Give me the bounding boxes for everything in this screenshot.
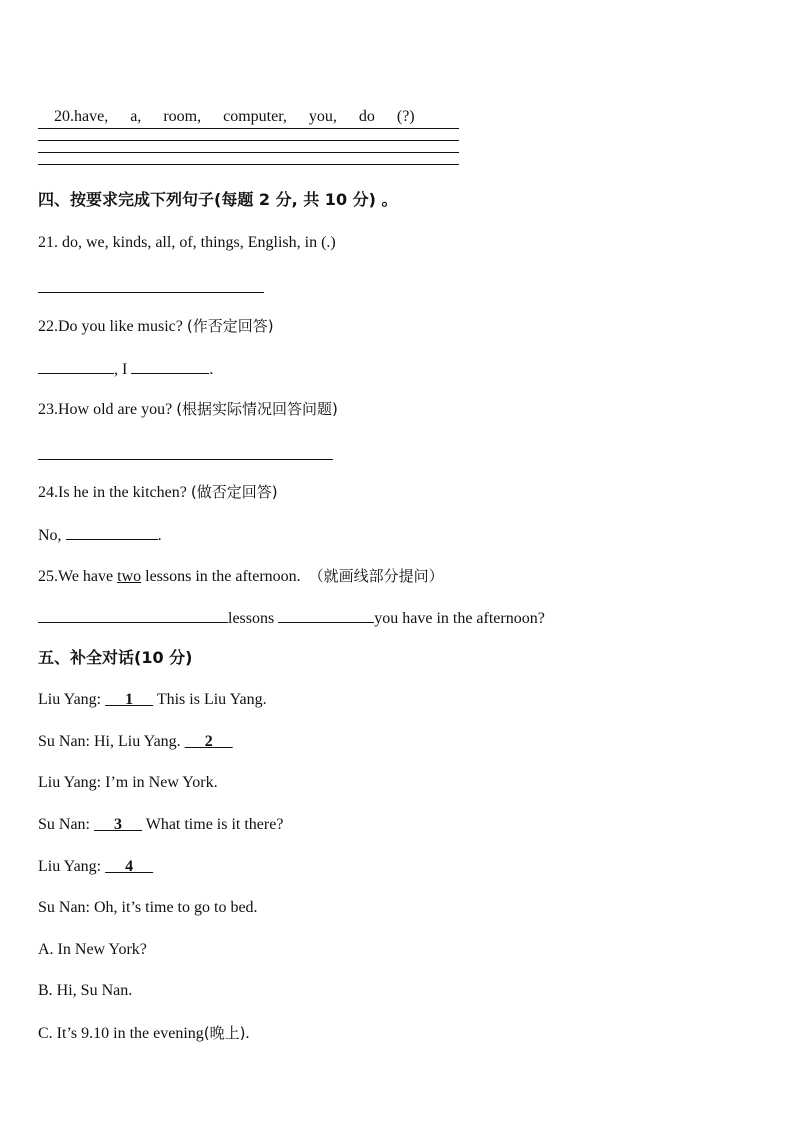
option-c — [38, 1023, 249, 1044]
question-22 — [38, 316, 274, 337]
question-24 — [38, 482, 278, 503]
question-25-underlined-word: two — [117, 568, 142, 585]
answer-line-20d[interactable] — [38, 164, 459, 165]
option-b: B. Hi, Su Nan. — [38, 982, 133, 999]
answer-24 — [38, 524, 162, 546]
answer-24-blank[interactable] — [66, 524, 158, 540]
dialogue-line-1 — [38, 690, 267, 710]
answer-line-21[interactable] — [38, 292, 264, 293]
dialogue-speaker: Liu Yang: — [38, 691, 106, 708]
dialogue-blank-2[interactable] — [185, 733, 233, 750]
question-20 — [38, 87, 415, 147]
word-6: do — [358, 108, 375, 125]
dialogue-speaker: Liu Yang: — [38, 858, 106, 875]
answer-24-start: No, — [38, 527, 66, 544]
blank-number: 1 — [125, 691, 134, 708]
dialogue-blank-3[interactable] — [94, 816, 142, 833]
question-24-text: 24.Is he in the kitchen? — [38, 484, 191, 501]
word-5: you, — [308, 108, 337, 125]
question-23-text: 23.How old are you? — [38, 401, 177, 418]
word-1: have, — [74, 108, 109, 125]
option-c-end: . — [245, 1025, 250, 1042]
word-2: a, — [130, 108, 142, 125]
answer-22-mid: , I — [114, 361, 132, 378]
option-c-text: C. It’s 9.10 in the evening — [38, 1025, 204, 1042]
question-25-before: 25.We have — [38, 568, 118, 585]
dialogue-line-4 — [38, 815, 283, 835]
answer-25-end: you have in the afternoon? — [374, 610, 545, 627]
question-25-hint: （就画线部分提问） — [308, 567, 444, 585]
blank-number: 4 — [125, 858, 134, 875]
answer-25-blank-2[interactable] — [278, 607, 374, 623]
dialogue-line-3: Liu Yang: I’m in New York. — [38, 774, 218, 791]
question-25 — [38, 566, 444, 587]
answer-line-23[interactable] — [38, 459, 333, 460]
answer-25-mid: lessons — [228, 610, 279, 627]
answer-line-20b[interactable] — [38, 140, 459, 141]
answer-22-end: . — [209, 361, 214, 378]
dialogue-blank-1[interactable] — [105, 691, 153, 708]
blank-number: 2 — [204, 733, 213, 750]
question-21: 21. do, we, kinds, all, of, things, English, in (.) — [38, 234, 336, 251]
word-4: computer, — [223, 108, 287, 125]
answer-22-blank-1[interactable] — [38, 358, 114, 374]
answer-25-blank-1[interactable] — [38, 607, 228, 623]
dialogue-speaker: Su Nan: Hi, Liu Yang. — [38, 733, 185, 750]
option-c-cjk: (晚上) — [203, 1024, 246, 1042]
dialogue-speaker: Su Nan: — [38, 816, 94, 833]
answer-22 — [38, 358, 213, 380]
answer-line-20a[interactable] — [38, 128, 459, 129]
answer-22-blank-2[interactable] — [131, 358, 209, 374]
dialogue-text: What time is it there? — [142, 816, 284, 833]
answer-line-20c[interactable] — [38, 152, 459, 153]
dialogue-line-6: Su Nan: Oh, it’s time to go to bed. — [38, 899, 258, 916]
blank-number: 3 — [114, 816, 122, 833]
question-22-hint: (作否定回答) — [186, 317, 274, 335]
dialogue-text: This is Liu Yang. — [153, 691, 267, 708]
word-3: room, — [163, 108, 202, 125]
question-20-number: 20. — [54, 108, 74, 125]
question-23-hint: (根据实际情况回答问题) — [176, 400, 338, 418]
dialogue-blank-4[interactable] — [105, 858, 153, 875]
dialogue-line-2 — [38, 732, 233, 752]
question-25-after: lessons in the afternoon. — [141, 568, 309, 585]
section-4-heading: 四、按要求完成下列句子(每题 2 分, 共 10 分) 。 — [38, 190, 398, 209]
section-5-heading: 五、补全对话(10 分) — [38, 648, 193, 667]
question-24-hint: (做否定回答) — [190, 483, 278, 501]
dialogue-line-5 — [38, 857, 153, 877]
question-22-text: 22.Do you like music? — [38, 318, 187, 335]
word-7: (?) — [396, 108, 415, 125]
answer-25 — [38, 607, 545, 629]
answer-24-end: . — [157, 527, 162, 544]
option-a: A. In New York? — [38, 941, 147, 958]
question-23 — [38, 399, 338, 420]
